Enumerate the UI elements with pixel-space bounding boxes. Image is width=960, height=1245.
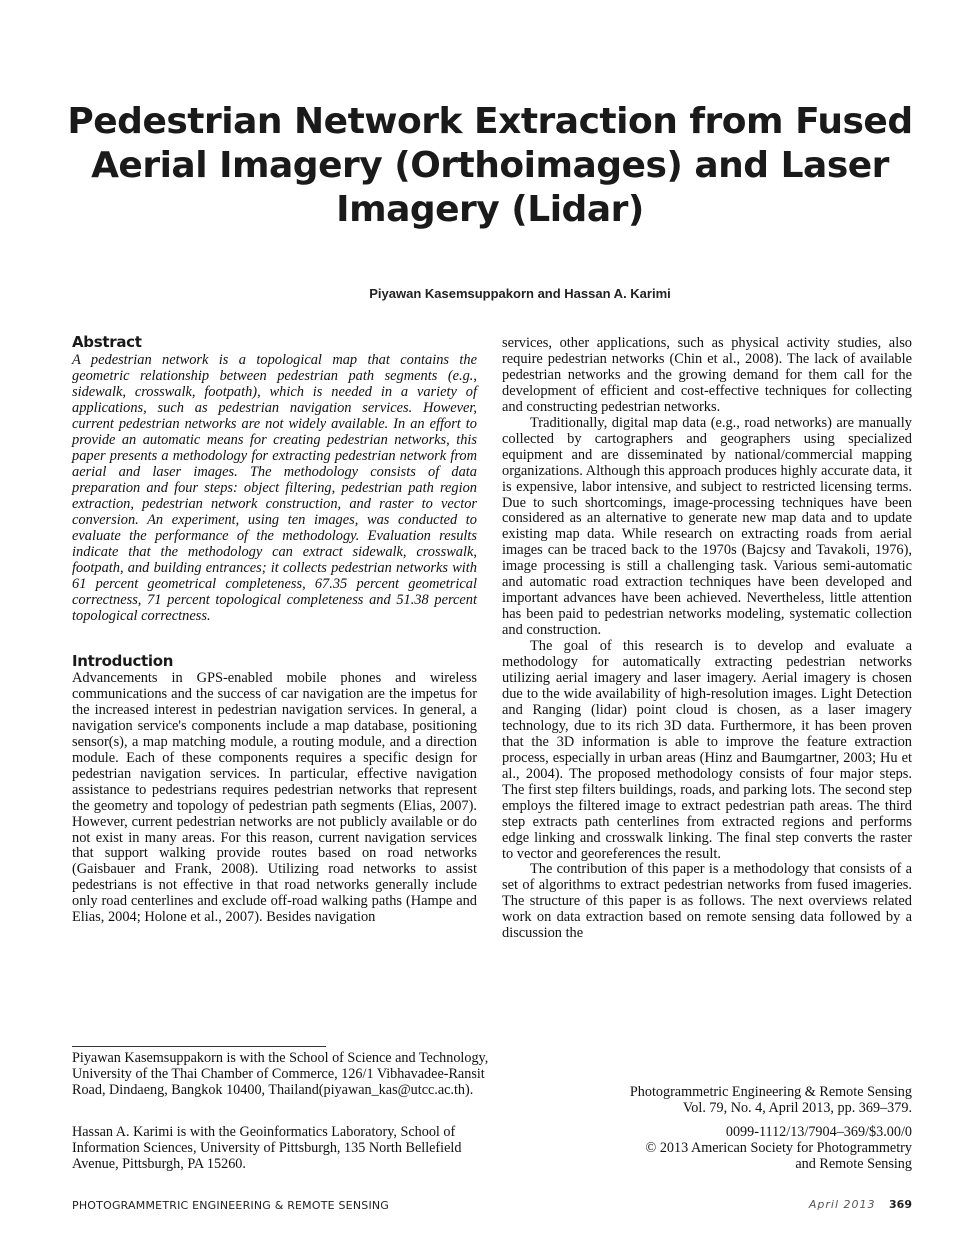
running-footer-date: April 2013 [808, 1198, 876, 1211]
paragraph-traditionally: Traditionally, digital map data (e.g., road networks) are manually collected by cartographers and geographers using specialized equipment and are disseminated by national/commercial mapping organizations. Although this approach produces highly accurate data, it is expensive, labor intensive, and subject to restricted licensing terms. Due to such shortcomings, image-processing techniques have been considered as an alternative to generate new map data and to update existing map data. While research on extracting roads from aerial images can be traced back to the 1970s (Bajcsy and Tavakoli, 1976), image processing is still a challenging task. Various semi-automatic and automatic road extraction techniques have been developed and important advances have been achieved. Nevertheless, little attention has been paid to pedestrian networks modeling, systematic collection and construction. [502, 414, 912, 639]
title-line-1: Pedestrian Network Extraction from Fused [67, 101, 913, 142]
title-line-3: Imagery (Lidar) [336, 189, 644, 230]
introduction-heading: Introduction [72, 652, 174, 670]
page-number: 369 [889, 1198, 912, 1211]
publication-journal: Photogrammetric Engineering & Remote Sensing [629, 1084, 912, 1100]
paper-title [60, 100, 920, 232]
publication-copyright-cont: and Remote Sensing [795, 1156, 912, 1172]
publication-volume: Vol. 79, No. 4, April 2013, pp. 369–379. [682, 1100, 912, 1116]
right-column [502, 336, 912, 942]
footnote-author-2: Hassan A. Karimi is with the Geoinformatics Laboratory, School of Information Sciences, University of Pittsburgh, 135 North Bellefield Avenue, Pittsburgh, PA 15260. [72, 1124, 462, 1172]
left-column [72, 333, 477, 926]
abstract-heading: Abstract [72, 333, 142, 351]
abstract-text: A pedestrian network is a topological map that contains the geometric relationship between pedestrian path segments (e.g., sidewalk, crosswalk, footpath), which is needed in a variety of applications, such as pedestrian navigation services. However, current pedestrian networks are not widely available. In an effort to provide an automatic means for creating pedestrian networks, this paper presents a methodology for extracting pedestrian network from aerial and laser images. The methodology consists of data preparation and four steps: object filtering, pedestrian path region extraction, pedestrian network construction, and raster to vector conversion. An experiment, using ten images, was conducted to evaluate the performance of the methodology. Evaluation results indicate that the methodology can extract sidewalk, crosswalk, footpath, and building entrances; it collects pedestrian networks with 61 percent geometrical completeness, 67.35 percent geometrical correctness, 71 percent topological completeness and 51.38 percent topological correctness. [72, 352, 477, 624]
paragraph-contribution: The contribution of this paper is a methodology that consists of a set of algorithms to extract pedestrian networks from fused imageries. The structure of this paper is as follows. The next overviews related work on data extraction based on remote sensing data followed by a discussion the [502, 861, 912, 942]
paragraph-continued: services, other applications, such as physical activity studies, also require pedestrian networks (Chin et al., 2008). The lack of available pedestrian networks and the growing demand for them call for the development of efficient and cost-effective techniques for collecting and constructing pedestrian networks. [502, 335, 912, 415]
publication-copyright: © 2013 American Society for Photogrammetry [645, 1140, 912, 1156]
paragraph-goal: The goal of this research is to develop and evaluate a methodology for automatically extracting pedestrian networks utilizing aerial imagery and laser imagery. Aerial imagery is chosen due to the wide availability of high-resolution images. Light Detection and Ranging (lidar) point cloud is chosen, as a laser imagery technology, due to its rich 3D data. Furthermore, it has been proven that the 3D information is able to improve the feature extraction process, especially in urban areas (Hinz and Baumgartner, 2003; Hu et al., 2004). The proposed methodology consists of four major steps. The first step filters buildings, roads, and parking lots. The second step employs the filtered image to extract pedestrian path areas. The third step extracts path centerlines from extracted regions and performs edge linking and crosswalk linking. The final step converts the raster to vector and georeferences the result. [502, 638, 912, 862]
publication-issn: 0099-1112/13/7904–369/$3.00/0 [725, 1124, 912, 1140]
author-line: Piyawan Kasemsuppakorn and Hassan A. Karimi [369, 286, 671, 301]
copyright-info [560, 1124, 912, 1172]
footnote-rule [72, 1046, 326, 1047]
title-line-2: Aerial Imagery (Orthoimages) and Laser [91, 145, 889, 186]
publication-info [560, 1084, 912, 1116]
running-footer-journal: PHOTOGRAMMETRIC ENGINEERING & REMOTE SENSING [72, 1199, 390, 1212]
footnote-author-1: Piyawan Kasemsuppakorn is with the School of Science and Technology, University of the Thai Chamber of Commerce, 126/1 Vibhavadee-Ransit Road, Dindaeng, Bangkok 10400, Thailand(piyawan_kas@utcc.ac.th). [72, 1050, 489, 1098]
running-footer-right [780, 1198, 912, 1211]
introduction-text: Advancements in GPS-enabled mobile phones and wireless communications and the success of car navigation are the impetus for the increased interest in pedestrian navigation services. In general, a navigation service's components include a map database, positioning sensor(s), a map matching module, a routing module, and a direction module. Each of these components requires a specific design for pedestrian navigation services. In particular, effective navigation assistance to pedestrians requires pedestrian networks that represent the geometry and topology of pedestrian path segments (Elias, 2007). However, current pedestrian networks are not publicly available or do not exist in many areas. For this reason, current navigation services that support walking provide routes based on road networks (Gaisbauer and Frank, 2008). Utilizing road networks to assist pedestrians is not effective in that road networks generally include only road centerlines and exclude off-road walking paths (Hampe and Elias, 2004; Holone et al., 2007). Besides navigation [72, 670, 477, 926]
section-gap [72, 624, 477, 652]
